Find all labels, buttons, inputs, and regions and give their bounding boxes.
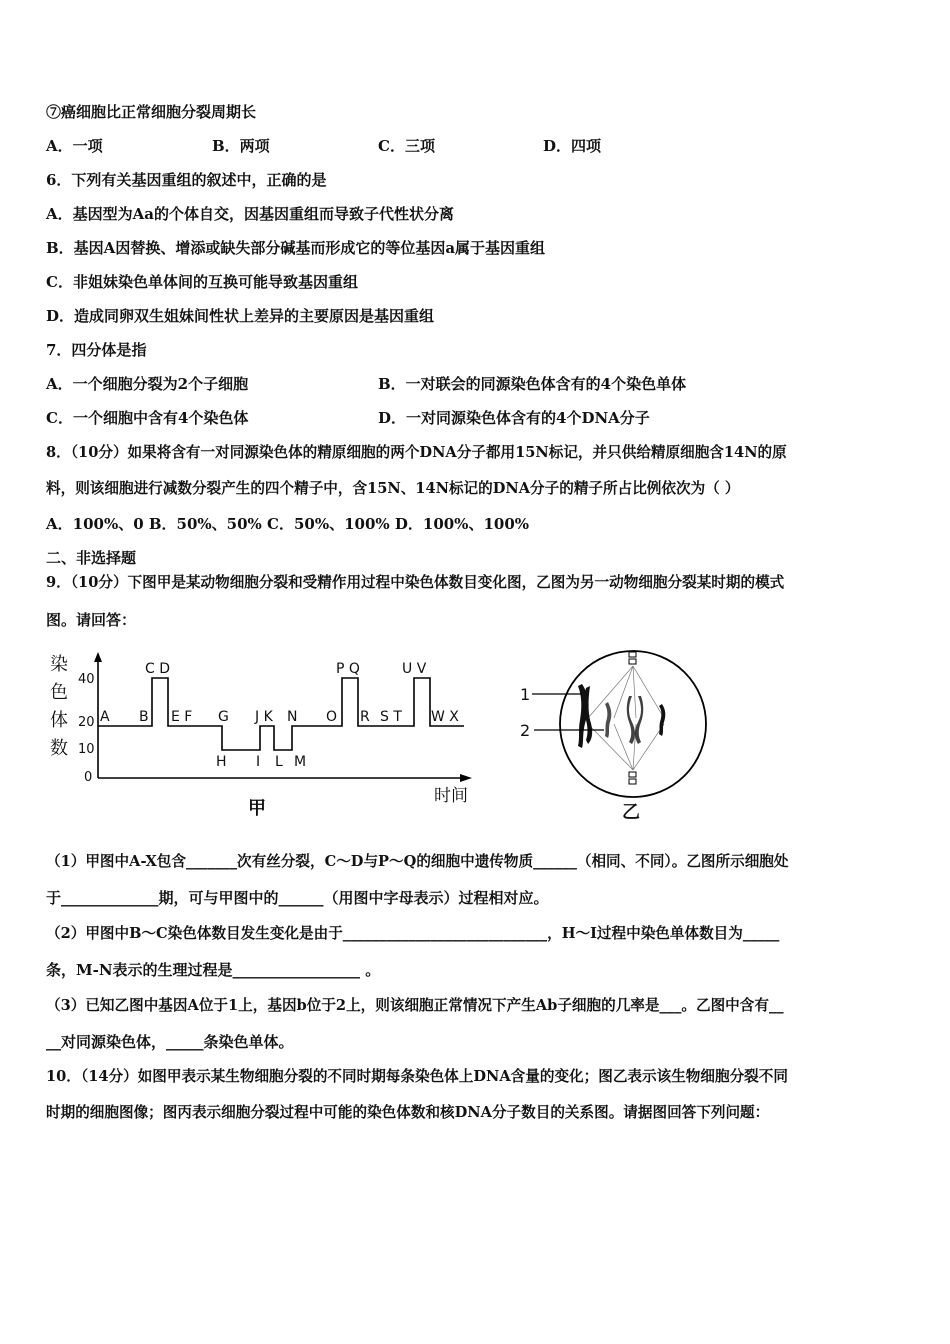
point-label: O (326, 709, 338, 725)
point-label: B (139, 709, 149, 725)
q9-sub2-line2: 条，M-N表示的生理过程是_________________ 。 (46, 961, 381, 979)
figure-caption-yi: 乙 (622, 802, 640, 823)
q7-option-c: C．一个细胞中含有4个染色体 (46, 409, 249, 427)
ylabel-char: 数 (50, 738, 68, 759)
point-label: S T (380, 709, 402, 725)
q7-option-a: A．一个细胞分裂为2个子细胞 (46, 375, 249, 393)
ylabel-char: 色 (50, 682, 68, 703)
q7-option-d: D．一对同源染色体含有的4个DNA分子 (378, 409, 650, 427)
point-label: U V (402, 661, 427, 677)
q6-option-b: B．基因A因替换、增添或缺失部分碱基而形成它的等位基因a属于基因重组 (46, 239, 546, 257)
ylabel-char: 体 (50, 710, 68, 731)
point-label: N (287, 709, 298, 725)
q6-option-d: D．造成同卵双生姐妹间性状上差异的主要原因是基因重组 (46, 307, 435, 325)
q9-line1: 9．（10分）下图甲是某动物细胞分裂和受精作用过程中染色体数目变化图，乙图为另一动物细胞分裂某时期的模式 (46, 574, 785, 591)
q9-sub1-line1: （1）甲图中A-X包含_______次有丝分裂，C～D与P～Q的细胞中遗传物质______（相同、不同）。乙图所示细胞处 (46, 853, 789, 870)
point-label: A (100, 709, 110, 725)
point-label: R (360, 709, 370, 725)
q5-option-b: B．两项 (212, 137, 270, 155)
q10-line1: 10．（14分）如图甲表示某生物细胞分裂的不同时期每条染色体上DNA含量的变化；图乙表示该生物细胞分裂不同 (46, 1068, 788, 1085)
q9-sub1-line2: 于_____________期，可与甲图中的______（用图中字母表示）过程相对应。 (46, 889, 549, 907)
q10-line2: 时期的细胞图像；图丙表示细胞分裂过程中可能的染色体数和核DNA分子数目的关系图。请据图回答下列问题： (46, 1104, 770, 1121)
ytick-label: 10 (78, 742, 95, 757)
point-label: I (256, 754, 261, 770)
q8-line2: 料，则该细胞进行减数分裂产生的四个精子中，含15N、14N标记的DNA分子的精子所占比例依次为（ ） (46, 480, 740, 497)
point-label: E F (171, 709, 193, 725)
q9-sub2-line1: （2）甲图中B～C染色体数目发生变化是由于____________________________，H～I过程中染色单体数目为_____ (46, 925, 780, 942)
ytick-label: 0 (84, 770, 93, 785)
q8-line1: 8．（10分）如果将含有一对同源染色体的精原细胞的两个DNA分子都用15N标记，并只供给精原细胞含14N的原 (46, 444, 787, 461)
point-label: M (294, 754, 307, 770)
ytick-label: 20 (78, 715, 95, 730)
q8-options: A．100%、0 B．50%、50% C．50%、100% D．100%、100% (46, 515, 530, 533)
pointer-label: 2 (520, 721, 531, 740)
point-label: J K (255, 709, 273, 725)
xlabel: 时间 (434, 786, 468, 806)
point-label: L (275, 754, 283, 770)
q5-option-a: A．一项 (46, 137, 103, 155)
figure-yi (516, 644, 716, 824)
q9-sub3-line2: __对同源染色体，_____条染色单体。 (46, 1033, 294, 1051)
q9-line2: 图。请回答： (46, 611, 137, 629)
q7-option-b: B．一对联会的同源染色体含有的4个染色单体 (378, 375, 687, 393)
q9-sub3-line1: （3）已知乙图中基因A位于1上，基因b位于2上，则该细胞正常情况下产生Ab子细胞的几率是___。乙图中含有__ (46, 997, 784, 1014)
section-title: 二、非选择题 (46, 549, 137, 567)
figure-caption-jia: 甲 (248, 798, 266, 819)
q6-stem: 6．下列有关基因重组的叙述中，正确的是 (46, 171, 327, 189)
figure-jia (44, 646, 484, 826)
q5-option-c: C．三项 (378, 137, 435, 155)
point-label: C D (145, 661, 171, 677)
ytick-label: 40 (78, 672, 95, 687)
pointer-label: 1 (520, 685, 531, 704)
point-label: P Q (336, 661, 360, 677)
q7-stem: 7．四分体是指 (46, 341, 147, 359)
point-label: G (218, 709, 229, 725)
q6-option-a: A．基因型为Aa的个体自交，因基因重组而导致子代性状分离 (46, 205, 454, 223)
q5-option-d: D．四项 (543, 137, 602, 155)
point-label: H (216, 754, 227, 770)
q6-option-c: C．非姐妹染色单体间的互换可能导致基因重组 (46, 273, 358, 291)
q5-item7: ⑦癌细胞比正常细胞分裂周期长 (46, 103, 257, 121)
point-label: W X (431, 709, 459, 725)
ylabel-char: 染 (50, 654, 68, 675)
